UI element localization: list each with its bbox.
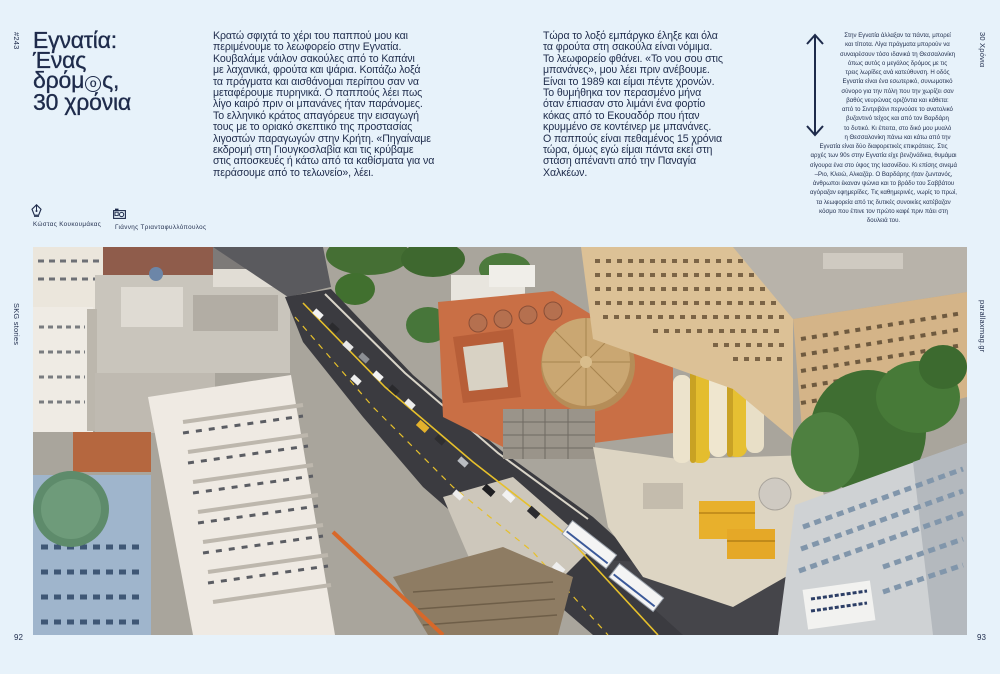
sidebar-line: η Θεσσαλονίκη πάνω και κάτω από την (844, 133, 951, 141)
body-line: Το λεωφορείο φθάνει. «Το νου σου στις (543, 52, 723, 65)
sidebar-line: συναιρέσουν τόσο ιδανικά τη Θεσσαλονίκη (839, 50, 956, 58)
page-number-left: 92 (14, 633, 23, 642)
sidebar-line: σύνορο για την πόλη που την χωρίζει σαν (841, 87, 954, 95)
sidebar-line: αρχές των 90s στην Εγνατία είχε βενζινάδικα, θυμάμαι (810, 152, 957, 160)
sidebar-line: βαθύς νευρώνας οριζόντια και κάθετα: (846, 96, 949, 104)
sidebar-line: Εγνατία είναι ένα εσωτερικό, συνωμοτικό (842, 78, 953, 86)
section-label-right: 30 Χρόνια (978, 32, 987, 68)
sidebar-line: από το Σιντριβάνι περνούσε το ανατολικό (842, 106, 953, 113)
section-label-left: SKG stories (12, 303, 21, 346)
body-line: λιγοστών παραγωγών στην Κρήτη. «Πηγαίναμε (213, 132, 431, 145)
writer-credit: Κώστας Κουκουμάκας (33, 221, 102, 228)
photographer-credit: Γιάννης Τριανταφυλλόπουλος (115, 224, 207, 231)
body-line: μπανάνες», μου λέει πριν ανέβουμε. (543, 64, 710, 77)
body-line: κόκας από το Εκουαδόρ που ήταν (543, 109, 700, 122)
body-line: περάσουμε από το τελωνείο», λέει. (213, 166, 374, 179)
body-line: κρυμμένο σε κοντέινερ με μπανάνες. (543, 121, 712, 134)
body-line: όταν έπιασαν στο λιμάνι ένα φορτίο (543, 98, 706, 111)
sidebar-line: και τίποτα. Λίγα πράγματα μπορούν να (845, 41, 950, 49)
sidebar-text (800, 31, 967, 225)
body-line: με λαχανικά, φρούτα και ψάρια. Κοιτάζω λοξά (213, 64, 421, 77)
body-column-1 (213, 31, 468, 179)
sidebar-line: βυζαντινό τείχος και από τον Βαρδάρη (846, 115, 949, 123)
body-line: εκδρομή στη Γιουγκοσλαβία και τις κρύβαμε (213, 143, 414, 156)
sidebar-line: τρεις λωρίδες ανά κατεύθυνση. Η οδός (845, 69, 950, 76)
sidebar-line: κόσμο που έπινε τον πρώτο καφέ πριν πάει στη (819, 207, 948, 215)
body-line: τα φρούτα στη σακούλα είναι νόμιμα. (543, 41, 713, 54)
body-line: Κουβαλάμε νάιλον σακούλες από το Καπάνι (213, 52, 415, 65)
body-line: Το θυμήθηκα τον περασμένο μήνα (543, 86, 702, 99)
sidebar-line: τα λεωφορεία από τις δυτικές συνοικίες κατέβαζαν (816, 198, 951, 206)
body-line: τώρα, όμως εγώ είμαι πάντα εκεί στη (543, 143, 713, 156)
body-column-2 (543, 31, 753, 179)
sidebar-line: σίγουρα ένα στο ύψος της Ιασονίδου. Κι επίσης σινεμά (809, 161, 958, 169)
sidebar-line: άνθρωποι έκαναν ψώνια και το βράδυ του Σαββάτου (812, 180, 955, 187)
title-line-2: Ένας (33, 47, 87, 73)
body-line: τα πράγματα και αισθάνομαι περίπου σαν να (213, 75, 419, 88)
body-line: λίγο καιρό πριν οι μπανάνες ήταν παράνομες. (213, 98, 423, 111)
website-label: parallaxmag.gr (978, 300, 987, 353)
title-circled-letter: ο (85, 76, 101, 92)
body-line: Είναι το 1989 και είμαι πέντε χρονών. (543, 75, 715, 88)
page-number-right: 93 (977, 633, 986, 642)
body-line: τους με το οριακό σκεπτικό της προστασίας (213, 121, 413, 134)
body-line: Ο παππούς είναι πεθαμένος 15 χρόνια (543, 132, 723, 145)
title-line-3-start: δρόμ (33, 67, 85, 93)
sidebar-line: Στην Εγνατία άλλαξαν τα πάντα, μπορεί (844, 32, 951, 39)
pen-icon (31, 204, 42, 217)
title-line-1: Εγνατία: (33, 27, 117, 53)
body-line: μεταφέρουμε πυρηνικά. Ο παππούς λέει πως (213, 86, 423, 99)
sidebar-line: –Ριο, Κλειώ, Αλκαζάρ. Ο Βαρδάρης ήταν ζωντανός, (814, 170, 953, 178)
aerial-photo (33, 247, 967, 635)
sidebar-line: το δυτικό. Κι έπειτα, στο δικό μου μυαλό (843, 124, 952, 132)
body-line: Τώρα το λοξό εμπάργκο έληξε και όλα (543, 30, 718, 42)
sidebar-line: όπως αυτός ο μεγάλος δρόμος με τις (847, 59, 948, 67)
sidebar-line: αγόραζαν εφημερίδες. Τις καθημερινές, νωρίς το πρωί, (810, 189, 957, 197)
body-line: Το ελληνικό κράτος απαγόρευε την εισαγωγή (213, 109, 419, 122)
sidebar-line: Εγνατία είναι δύο διαφορετικές επικράτειες. Στις (819, 143, 948, 150)
title-line-3-end: ς, (102, 67, 120, 93)
body-line: στις αποσκευές ή κάτω από τα καθίσματα για να (213, 155, 435, 168)
title-line-4: 30 χρόνια (33, 89, 132, 115)
camera-icon (113, 208, 126, 219)
article-title (33, 27, 132, 115)
body-line: Χαλκέων. (543, 166, 588, 179)
body-line: Κρατώ σφιχτά το χέρι του παππού μου και (213, 30, 408, 42)
issue-number: #243 (12, 32, 21, 50)
sidebar-line: δουλειά του. (866, 217, 901, 224)
body-line: στάση απέναντι από την Παναγία (543, 155, 696, 168)
body-line: περιμένουμε το λεωφορείο στην Εγνατία. (213, 41, 402, 54)
aerial-photo-illustration (33, 247, 967, 635)
